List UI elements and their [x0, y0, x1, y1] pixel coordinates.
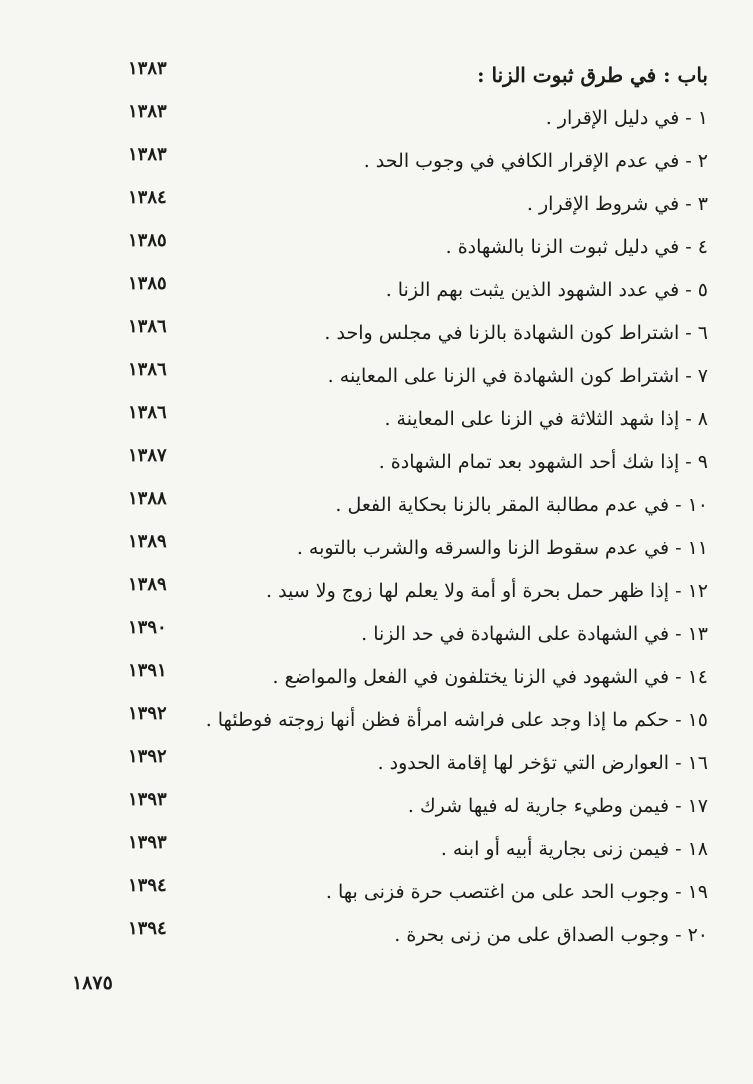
entry-title: ٤ - في دليل ثبوت الزنا بالشهادة .: [445, 236, 708, 258]
page-reference: ١٣٨٨: [128, 488, 167, 509]
page-reference: ١٣٨٣: [128, 144, 167, 165]
toc-entry: [110, 402, 708, 445]
entry-title: ٣ - في شروط الإقرار .: [526, 193, 708, 215]
page-reference: ١٣٩٣: [128, 789, 167, 810]
entry-title: ١٧ - فيمن وطيء جارية له فيها شرك .: [407, 795, 708, 817]
page-reference: ١٣٨٥: [128, 230, 167, 251]
toc-entry: [110, 660, 708, 703]
page-reference: ١٣٨٥: [128, 273, 167, 294]
toc-entry: [110, 918, 708, 961]
toc-entry: [110, 144, 708, 187]
page-reference: ١٣٨٩: [128, 574, 167, 595]
page-reference: ١٣٩٣: [128, 832, 167, 853]
entry-title: ١٣ - في الشهادة على الشهادة في حد الزنا .: [361, 623, 708, 645]
chapter-heading: باب : في طرق ثبوت الزنا :: [477, 63, 708, 87]
entry-title: ١٥ - حكم ما إذا وجد على فراشه امرأة فظن أنها زوجته فوطئها .: [205, 709, 708, 731]
toc-heading-row: [110, 58, 708, 101]
page-reference: ١٣٨٣: [128, 58, 167, 79]
toc-entry: [110, 230, 708, 273]
entry-title: ٨ - إذا شهد الثلاثة في الزنا على المعاينة .: [384, 408, 708, 430]
page-reference: ١٣٨٦: [128, 402, 167, 423]
page-reference: ١٣٩٤: [128, 918, 167, 939]
toc-entry: [110, 703, 708, 746]
entry-title: ٢ - في عدم الإقرار الكافي في وجوب الحد .: [363, 150, 708, 172]
page-reference: ١٣٨٦: [128, 359, 167, 380]
entry-title: ١٠ - في عدم مطالبة المقر بالزنا بحكاية الفعل .: [335, 494, 708, 516]
toc-entry: [110, 316, 708, 359]
entry-title: ١٨ - فيمن زنى بجارية أبيه أو ابنه .: [440, 838, 708, 860]
entry-title: ١ - في دليل الإقرار .: [545, 107, 708, 129]
toc-entry: [110, 359, 708, 402]
toc-entry: [110, 574, 708, 617]
page-reference: ١٣٩٤: [128, 875, 167, 896]
entry-title: ٧ - اشتراط كون الشهادة في الزنا على المعاينه .: [327, 365, 708, 387]
toc-entry: [110, 488, 708, 531]
toc-entry: [110, 187, 708, 230]
entry-title: ١٩ - وجوب الحد على من اغتصب حرة فزنى بها .: [325, 881, 708, 903]
page-reference: ١٣٩٢: [128, 746, 167, 767]
page-reference: ١٣٩١: [128, 660, 167, 681]
entry-title: ١١ - في عدم سقوط الزنا والسرقه والشرب بالتوبه .: [296, 537, 708, 559]
entry-title: ١٢ - إذا ظهر حمل بحرة أو أمة ولا يعلم لها زوج ولا سيد .: [265, 580, 708, 602]
toc-entry: [110, 875, 708, 918]
page-reference: ١٣٨٣: [128, 101, 167, 122]
entry-title: ٦ - اشتراط كون الشهادة بالزنا في مجلس واحد .: [324, 322, 708, 344]
toc-entry: [110, 273, 708, 316]
page-reference: ١٣٨٧: [128, 445, 167, 466]
toc-entry: [110, 531, 708, 574]
page-number: ١٨٧٥: [72, 972, 113, 994]
page-reference: ١٣٩٠: [128, 617, 167, 638]
entry-title: ١٤ - في الشهود في الزنا يختلفون في الفعل والمواضع .: [272, 666, 708, 688]
page-reference: ١٣٨٩: [128, 531, 167, 552]
table-of-contents: [110, 58, 708, 961]
page-reference: ١٣٩٢: [128, 703, 167, 724]
page-reference: ١٣٨٤: [128, 187, 167, 208]
toc-entry: [110, 746, 708, 789]
toc-entry: [110, 445, 708, 488]
toc-entry: [110, 789, 708, 832]
page-reference: ١٣٨٦: [128, 316, 167, 337]
entry-title: ٩ - إذا شك أحد الشهود بعد تمام الشهادة .: [378, 451, 708, 473]
entry-title: ١٦ - العوارض التي تؤخر لها إقامة الحدود .: [377, 752, 708, 774]
toc-entry: [110, 832, 708, 875]
toc-entry: [110, 101, 708, 144]
toc-entry: [110, 617, 708, 660]
entry-title: ٥ - في عدد الشهود الذين يثبت بهم الزنا .: [385, 279, 708, 301]
entry-title: ٢٠ - وجوب الصداق على من زنى بحرة .: [394, 924, 708, 946]
